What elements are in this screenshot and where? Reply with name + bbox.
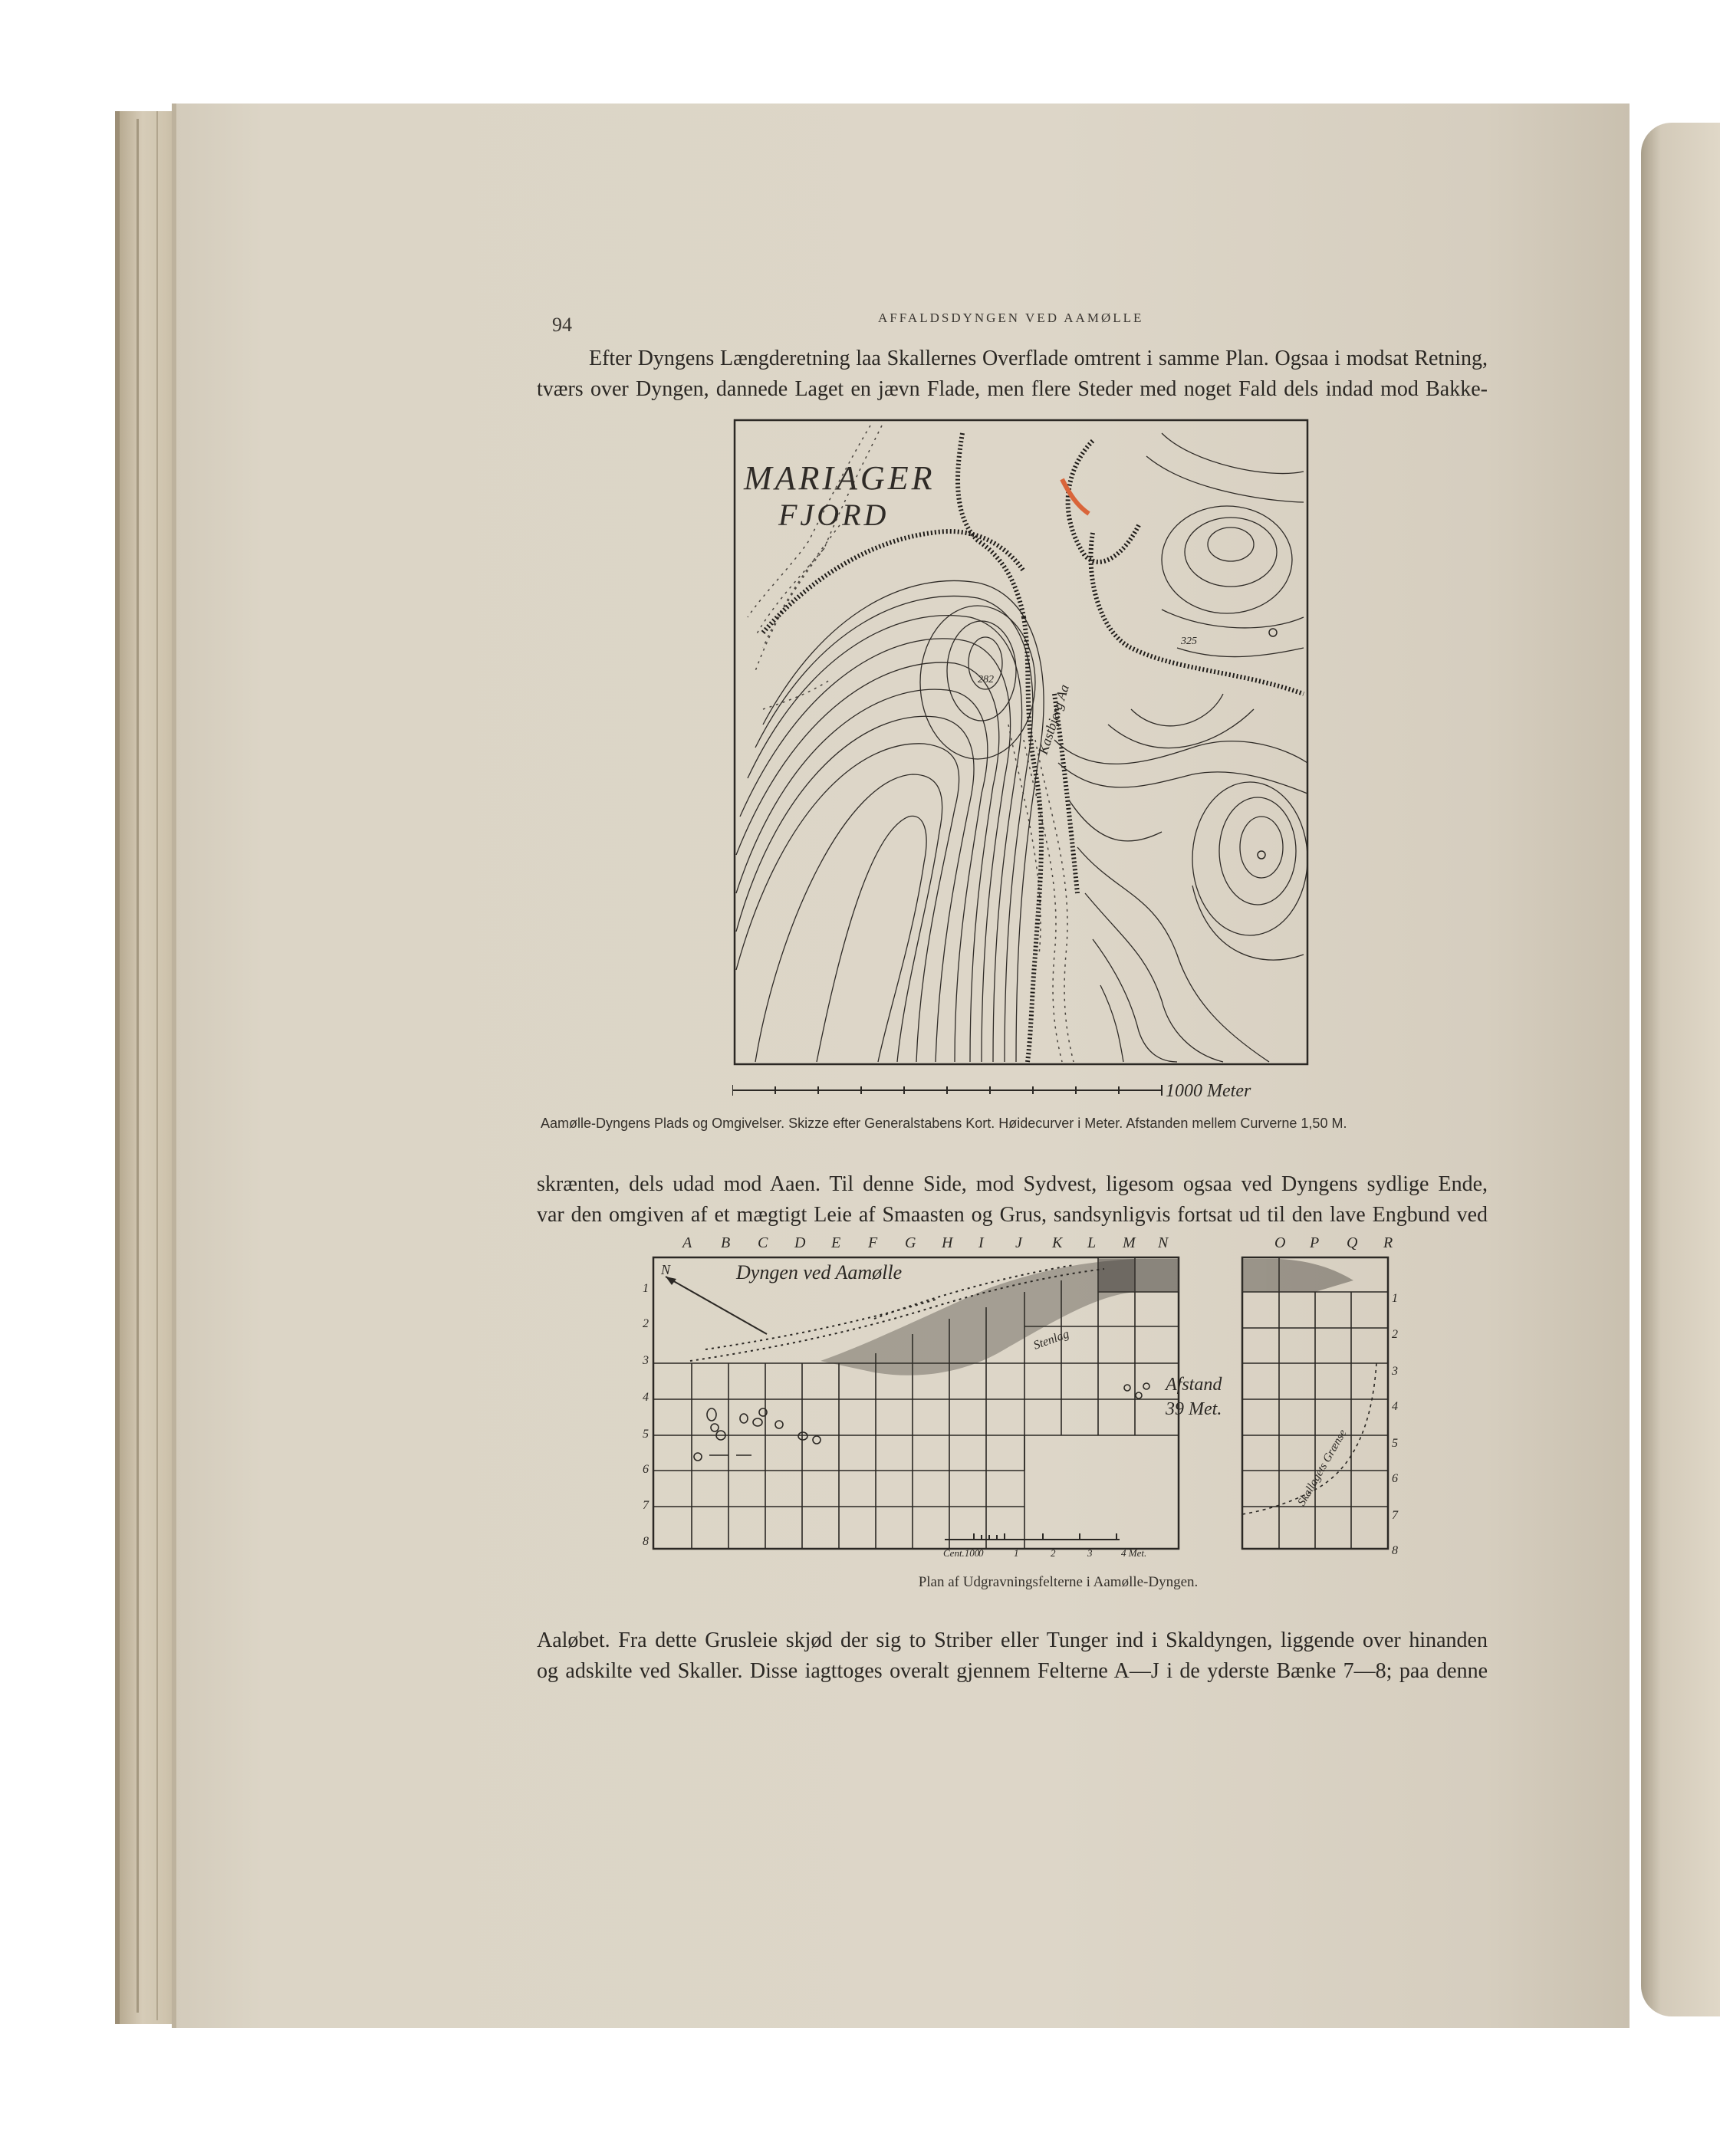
column-label: P <box>1310 1234 1320 1251</box>
map-title: MARIAGER <box>744 459 936 497</box>
row-label: 5 <box>1392 1437 1398 1450</box>
distance-line-2: 39 Met. <box>1166 1399 1222 1419</box>
paragraph-2 <box>537 1169 1488 1231</box>
plan-grid-left <box>653 1257 1179 1549</box>
finds-markers <box>694 1383 1149 1461</box>
paragraph-1 <box>537 343 1488 405</box>
survey-point <box>1269 629 1277 636</box>
book-page-edges <box>115 111 185 2024</box>
map-caption: Aamølle-Dyngens Plads og Omgivelser. Skizze efter Generalstabens Kort. Høidecurver i Meter. Afstanden mellem Curverne 1,50 M. <box>541 1116 1347 1131</box>
column-label: N <box>1158 1234 1169 1251</box>
column-label: C <box>758 1234 768 1251</box>
scale-start-label: Cent.100 <box>943 1547 980 1559</box>
row-label: 4 <box>1392 1400 1398 1413</box>
plan-caption: Plan af Udgravningsfelterne i Aamølle-Dyngen. <box>918 1574 1199 1590</box>
scale-tick: 0 <box>978 1547 984 1559</box>
excavation-plan <box>644 1234 1472 1572</box>
survey-point <box>1258 851 1265 859</box>
row-label: 2 <box>643 1317 649 1330</box>
row-label: 7 <box>643 1499 649 1512</box>
boundary-label: Skallagets Grænse <box>1295 1427 1350 1508</box>
plan-title: Dyngen ved Aamølle <box>736 1261 903 1283</box>
row-label: 8 <box>1392 1544 1398 1557</box>
map-subtitle: FJORD <box>778 498 890 532</box>
stream-label: Kastbjerg Aa <box>1034 682 1073 757</box>
running-title: AFFALDSDYNGEN VED AAMØLLE <box>878 311 1144 325</box>
north-label: N <box>661 1262 671 1277</box>
row-label: 6 <box>643 1463 649 1476</box>
text-line: og adskilte ved Skaller. Disse iagttoges overalt gjennem Felterne A—J i de yderste Bænke 7—8; paa denne <box>537 1659 1488 1683</box>
row-label: 2 <box>1392 1328 1398 1341</box>
row-label: 3 <box>1392 1365 1398 1378</box>
column-label: B <box>721 1234 731 1251</box>
gravel-stipple-right <box>1242 1259 1353 1292</box>
row-label: 1 <box>643 1282 649 1295</box>
column-label: I <box>978 1234 984 1251</box>
page-number: 94 <box>552 314 572 336</box>
plan-scale-bar <box>943 1533 1146 1559</box>
text-line: Aaløbet. Fra dette Grusleie skjød der sig to Striber eller Tunger ind i Skaldyngen, liggende over hinanden <box>537 1629 1488 1652</box>
scale-tick: 4 Met. <box>1121 1547 1147 1559</box>
contour-lines-west <box>736 580 1044 1062</box>
scale-tick: 2 <box>1051 1547 1056 1559</box>
row-label: 3 <box>643 1354 649 1367</box>
column-label: D <box>794 1234 806 1251</box>
scale-tick: 3 <box>1087 1547 1093 1559</box>
column-label: F <box>868 1234 878 1251</box>
row-label: 8 <box>643 1535 649 1548</box>
paragraph-3 <box>537 1625 1488 1687</box>
text-line: var den omgiven af et mægtigt Leie af Smaasten og Grus, sandsynligvis fortsat ud til den lave Engbund ved <box>537 1203 1488 1227</box>
scale-bar <box>732 1085 1162 1096</box>
text-line: Efter Dyngens Længderetning laa Skallernes Overflade omtrent i samme Plan. Ogsaa i modsat Retning, <box>589 347 1488 370</box>
plan-grid-right <box>1242 1257 1388 1549</box>
distance-line-1: Afstand <box>1166 1375 1222 1395</box>
row-label: 4 <box>643 1391 649 1404</box>
height-label: 282 <box>978 674 994 685</box>
column-label: J <box>1015 1234 1022 1251</box>
scale-label: 1000 Meter <box>1166 1081 1251 1101</box>
column-label: R <box>1383 1234 1393 1251</box>
column-label: M <box>1123 1234 1136 1251</box>
column-label: H <box>942 1234 953 1251</box>
contour-lines-east <box>1054 433 1307 1062</box>
column-label: Q <box>1347 1234 1358 1251</box>
column-label: K <box>1052 1234 1063 1251</box>
column-label: O <box>1274 1234 1286 1251</box>
page-header <box>552 311 1480 341</box>
column-label: G <box>905 1234 916 1251</box>
column-label: L <box>1087 1234 1097 1251</box>
row-label: 1 <box>1392 1292 1398 1305</box>
row-label: 7 <box>1392 1509 1398 1522</box>
height-label: 325 <box>1181 636 1197 647</box>
text-line: tværs over Dyngen, dannede Laget en jævn Flade, men flere Steder med noget Fald dels indad mod Bakke- <box>537 377 1488 401</box>
row-label: 6 <box>1392 1472 1398 1485</box>
facing-page-edge <box>1641 123 1720 2016</box>
scale-tick: 1 <box>1014 1547 1019 1559</box>
row-label: 5 <box>643 1428 649 1441</box>
column-label: A <box>682 1234 692 1251</box>
column-label: E <box>831 1234 841 1251</box>
text-line: skrænten, dels udad mod Aaen. Til denne Side, mod Sydvest, ligesom ogsaa ved Dyngens sydlige Ende, <box>537 1172 1488 1196</box>
stone-layer-label: Stenlag <box>1031 1327 1071 1352</box>
distance-note <box>1166 1372 1222 1421</box>
